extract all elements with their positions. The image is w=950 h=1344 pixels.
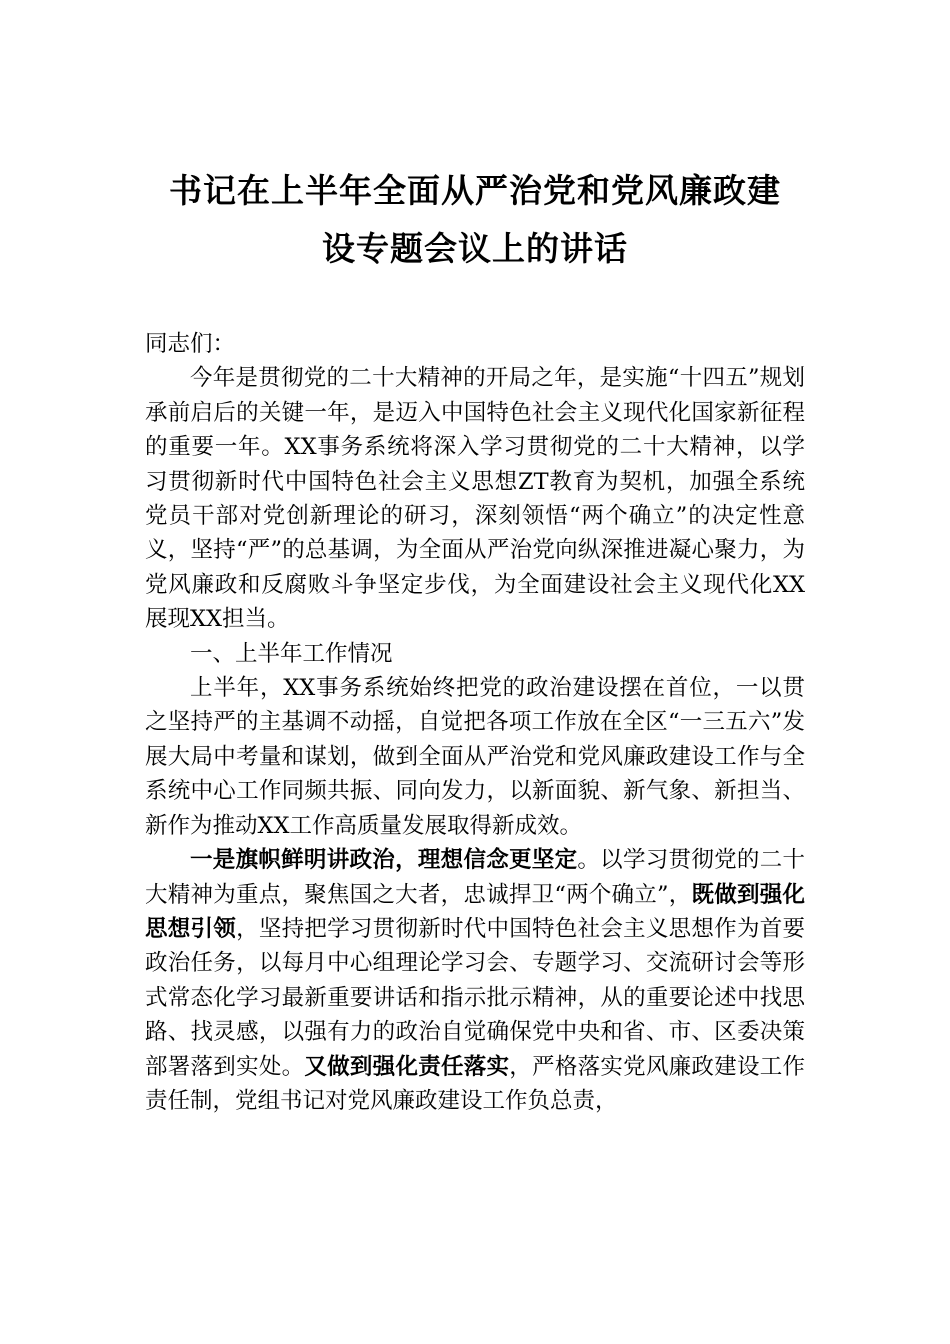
paragraph-point-1 [145, 843, 805, 1118]
document-page [145, 0, 805, 1344]
document-title [125, 162, 825, 278]
bold-phrase-2: 既做到强化思想引领 [145, 881, 805, 942]
text-run-1: 。以学习贯彻党的二十大精神为重点，聚焦国之大者，忠诚捍卫“两个确立”， [145, 847, 805, 908]
bold-phrase-3: 又做到强化责任落实 [304, 1053, 510, 1080]
title-line-2: 设专题会议上的讲话 [322, 229, 628, 268]
section-heading-1: 一、上半年工作情况 [190, 640, 393, 667]
paragraph-overview: 上半年，XX事务系统始终把党的政治建设摆在首位，一以贯之坚持严的主基调不动摇，自觉把各项工作放在全区“一三五六”发展大局中考量和谋划，做到全面从严治党和党风廉政建设工作与全系统中心工作同频共振、同向发力，以新面貌、新气象、新担当、新作为推动XX工作高质量发展取得新成效。 [145, 675, 805, 839]
title-line-1: 书记在上半年全面从严治党和党风廉政建 [169, 171, 781, 210]
bold-phrase-1: 一是旗帜鲜明讲政治，理想信念更坚定 [190, 847, 578, 874]
salutation: 同志们： [145, 331, 236, 357]
document-body [145, 327, 805, 1118]
paragraph-intro: 今年是贯彻党的二十大精神的开局之年，是实施“十四五”规划承前启后的关键一年，是迈入中国特色社会主义现代化国家新征程的重要一年。XX事务系统将深入学习贯彻党的二十大精神，以学习贯彻新时代中国特色社会主义思想ZT教育为契机，加强全系统党员干部对党创新理论的研习，深刻领悟“两个确立”的决定性意义，坚持“严”的总基调，为全面从严治党向纵深推进凝心聚力，为党风廉政和反腐败斗争坚定步伐，为全面建设社会主义现代化XX展现XX担当。 [145, 365, 805, 633]
text-run-3: ，严格落实党风廉政建设工作责任制，党组书记对党风廉政建设工作负总责， [145, 1053, 805, 1114]
text-run-2: ，坚持把学习贯彻新时代中国特色社会主义思想作为首要政治任务，以每月中心组理论学习会、专题学习、交流研讨会等形式常态化学习最新重要讲话和指示批示精神，从的重要论述中找思路、找灵感，以强有力的政治自觉确保党中央和省、市、区委决策部署落到实处。 [145, 915, 805, 1080]
